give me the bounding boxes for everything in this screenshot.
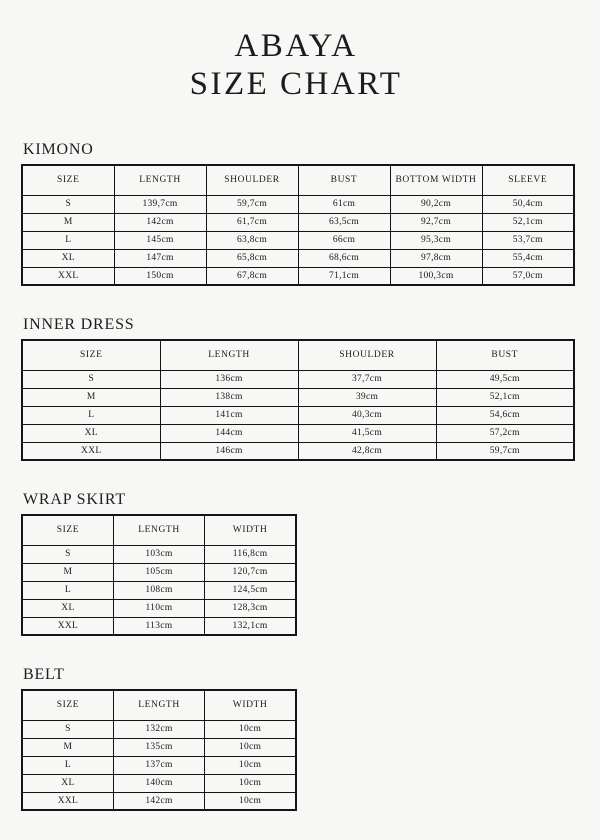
table-cell: 10cm <box>205 756 296 774</box>
table-cell: 71,1cm <box>298 267 390 285</box>
table-cell: L <box>22 231 114 249</box>
table-cell: S <box>22 195 114 213</box>
table-cell: 103cm <box>113 545 204 563</box>
table-row <box>22 774 296 792</box>
table-cell: 136cm <box>160 370 298 388</box>
table-cell: 142cm <box>114 213 206 231</box>
table-row <box>22 231 574 249</box>
table-cell: XL <box>22 774 113 792</box>
table-cell: 140cm <box>113 774 204 792</box>
table-cell: 66cm <box>298 231 390 249</box>
column-header: BOTTOM WIDTH <box>390 165 482 195</box>
table-cell: 137cm <box>113 756 204 774</box>
table-cell: 67,8cm <box>206 267 298 285</box>
table-row <box>22 267 574 285</box>
table-cell: 141cm <box>160 406 298 424</box>
table-cell: S <box>22 370 160 388</box>
column-header: WIDTH <box>205 515 296 545</box>
table-cell: 61,7cm <box>206 213 298 231</box>
title-line-1: ABAYA <box>234 28 358 64</box>
table-cell: 49,5cm <box>436 370 574 388</box>
column-header: SIZE <box>22 165 114 195</box>
table-cell: 10cm <box>205 792 296 810</box>
table-row <box>22 545 296 563</box>
table-cell: XXL <box>22 442 160 460</box>
table-cell: 132cm <box>113 720 204 738</box>
column-header: LENGTH <box>113 690 204 720</box>
section-belt <box>21 666 575 811</box>
table-cell: XL <box>22 249 114 267</box>
table-cell: 113cm <box>113 617 204 635</box>
kimono-size-table <box>21 164 575 286</box>
table-cell: XL <box>22 424 160 442</box>
table-cell: 147cm <box>114 249 206 267</box>
table-row <box>22 195 574 213</box>
table-row <box>22 756 296 774</box>
table-cell: L <box>22 581 113 599</box>
column-header: LENGTH <box>113 515 204 545</box>
table-cell: 92,7cm <box>390 213 482 231</box>
table-cell: 128,3cm <box>205 599 296 617</box>
column-header: LENGTH <box>160 340 298 370</box>
table-cell: 97,8cm <box>390 249 482 267</box>
table-cell: 57,0cm <box>482 267 574 285</box>
table-cell: M <box>22 738 113 756</box>
header-row <box>22 515 296 545</box>
table-cell: L <box>22 406 160 424</box>
section-kimono <box>21 141 575 286</box>
title-line-2: SIZE CHART <box>189 66 403 102</box>
table-cell: 100,3cm <box>390 267 482 285</box>
table-row <box>22 424 574 442</box>
table-cell: 10cm <box>205 738 296 756</box>
table-row <box>22 249 574 267</box>
table-cell: M <box>22 213 114 231</box>
table-cell: 95,3cm <box>390 231 482 249</box>
table-cell: 144cm <box>160 424 298 442</box>
table-row <box>22 406 574 424</box>
column-header: SHOULDER <box>298 340 436 370</box>
table-row <box>22 617 296 635</box>
table-cell: 57,2cm <box>436 424 574 442</box>
table-cell: 65,8cm <box>206 249 298 267</box>
table-row <box>22 792 296 810</box>
column-header: SHOULDER <box>206 165 298 195</box>
table-cell: XXL <box>22 617 113 635</box>
table-row <box>22 738 296 756</box>
table-row <box>22 563 296 581</box>
table-cell: 39cm <box>298 388 436 406</box>
table-cell: 59,7cm <box>436 442 574 460</box>
table-cell: 53,7cm <box>482 231 574 249</box>
table-row <box>22 581 296 599</box>
belt-size-table <box>21 689 297 811</box>
table-row <box>22 720 296 738</box>
table-cell: 132,1cm <box>205 617 296 635</box>
header-row <box>22 165 574 195</box>
table-cell: 138cm <box>160 388 298 406</box>
table-cell: 10cm <box>205 720 296 738</box>
table-row <box>22 442 574 460</box>
table-cell: S <box>22 720 113 738</box>
table-cell: 139,7cm <box>114 195 206 213</box>
header-row <box>22 340 574 370</box>
section-wrap-skirt <box>21 491 575 636</box>
table-cell: 68,6cm <box>298 249 390 267</box>
table-cell: 52,1cm <box>482 213 574 231</box>
table-cell: 108cm <box>113 581 204 599</box>
table-cell: 52,1cm <box>436 388 574 406</box>
column-header: SLEEVE <box>482 165 574 195</box>
table-cell: 41,5cm <box>298 424 436 442</box>
section-label-inner-dress: INNER DRESS <box>23 316 135 333</box>
table-row <box>22 388 574 406</box>
wrap-skirt-size-table <box>21 514 297 636</box>
table-cell: XL <box>22 599 113 617</box>
table-row <box>22 599 296 617</box>
column-header: SIZE <box>22 515 113 545</box>
table-cell: 40,3cm <box>298 406 436 424</box>
section-inner-dress <box>21 316 575 461</box>
table-cell: 110cm <box>113 599 204 617</box>
table-cell: S <box>22 545 113 563</box>
section-label-wrap-skirt: WRAP SKIRT <box>23 491 126 508</box>
table-cell: 120,7cm <box>205 563 296 581</box>
table-cell: XXL <box>22 267 114 285</box>
column-header: WIDTH <box>205 690 296 720</box>
table-cell: 105cm <box>113 563 204 581</box>
table-cell: 145cm <box>114 231 206 249</box>
column-header: LENGTH <box>114 165 206 195</box>
column-header: SIZE <box>22 340 160 370</box>
table-cell: 50,4cm <box>482 195 574 213</box>
table-cell: 61cm <box>298 195 390 213</box>
table-row <box>22 370 574 388</box>
header-row <box>22 690 296 720</box>
table-cell: M <box>22 388 160 406</box>
table-cell: XXL <box>22 792 113 810</box>
table-cell: 63,8cm <box>206 231 298 249</box>
table-row <box>22 213 574 231</box>
section-label-belt: BELT <box>23 666 65 683</box>
table-cell: 146cm <box>160 442 298 460</box>
table-cell: 63,5cm <box>298 213 390 231</box>
column-header: BUST <box>436 340 574 370</box>
inner-dress-size-table <box>21 339 575 461</box>
table-cell: M <box>22 563 113 581</box>
table-cell: 54,6cm <box>436 406 574 424</box>
column-header: SIZE <box>22 690 113 720</box>
table-cell: 150cm <box>114 267 206 285</box>
table-cell: 37,7cm <box>298 370 436 388</box>
table-cell: 135cm <box>113 738 204 756</box>
table-cell: 55,4cm <box>482 249 574 267</box>
table-cell: L <box>22 756 113 774</box>
table-cell: 10cm <box>205 774 296 792</box>
table-cell: 142cm <box>113 792 204 810</box>
table-cell: 90,2cm <box>390 195 482 213</box>
table-cell: 116,8cm <box>205 545 296 563</box>
table-cell: 59,7cm <box>206 195 298 213</box>
section-label-kimono: KIMONO <box>23 141 94 158</box>
table-cell: 124,5cm <box>205 581 296 599</box>
page-title <box>21 27 571 103</box>
table-cell: 42,8cm <box>298 442 436 460</box>
column-header: BUST <box>298 165 390 195</box>
